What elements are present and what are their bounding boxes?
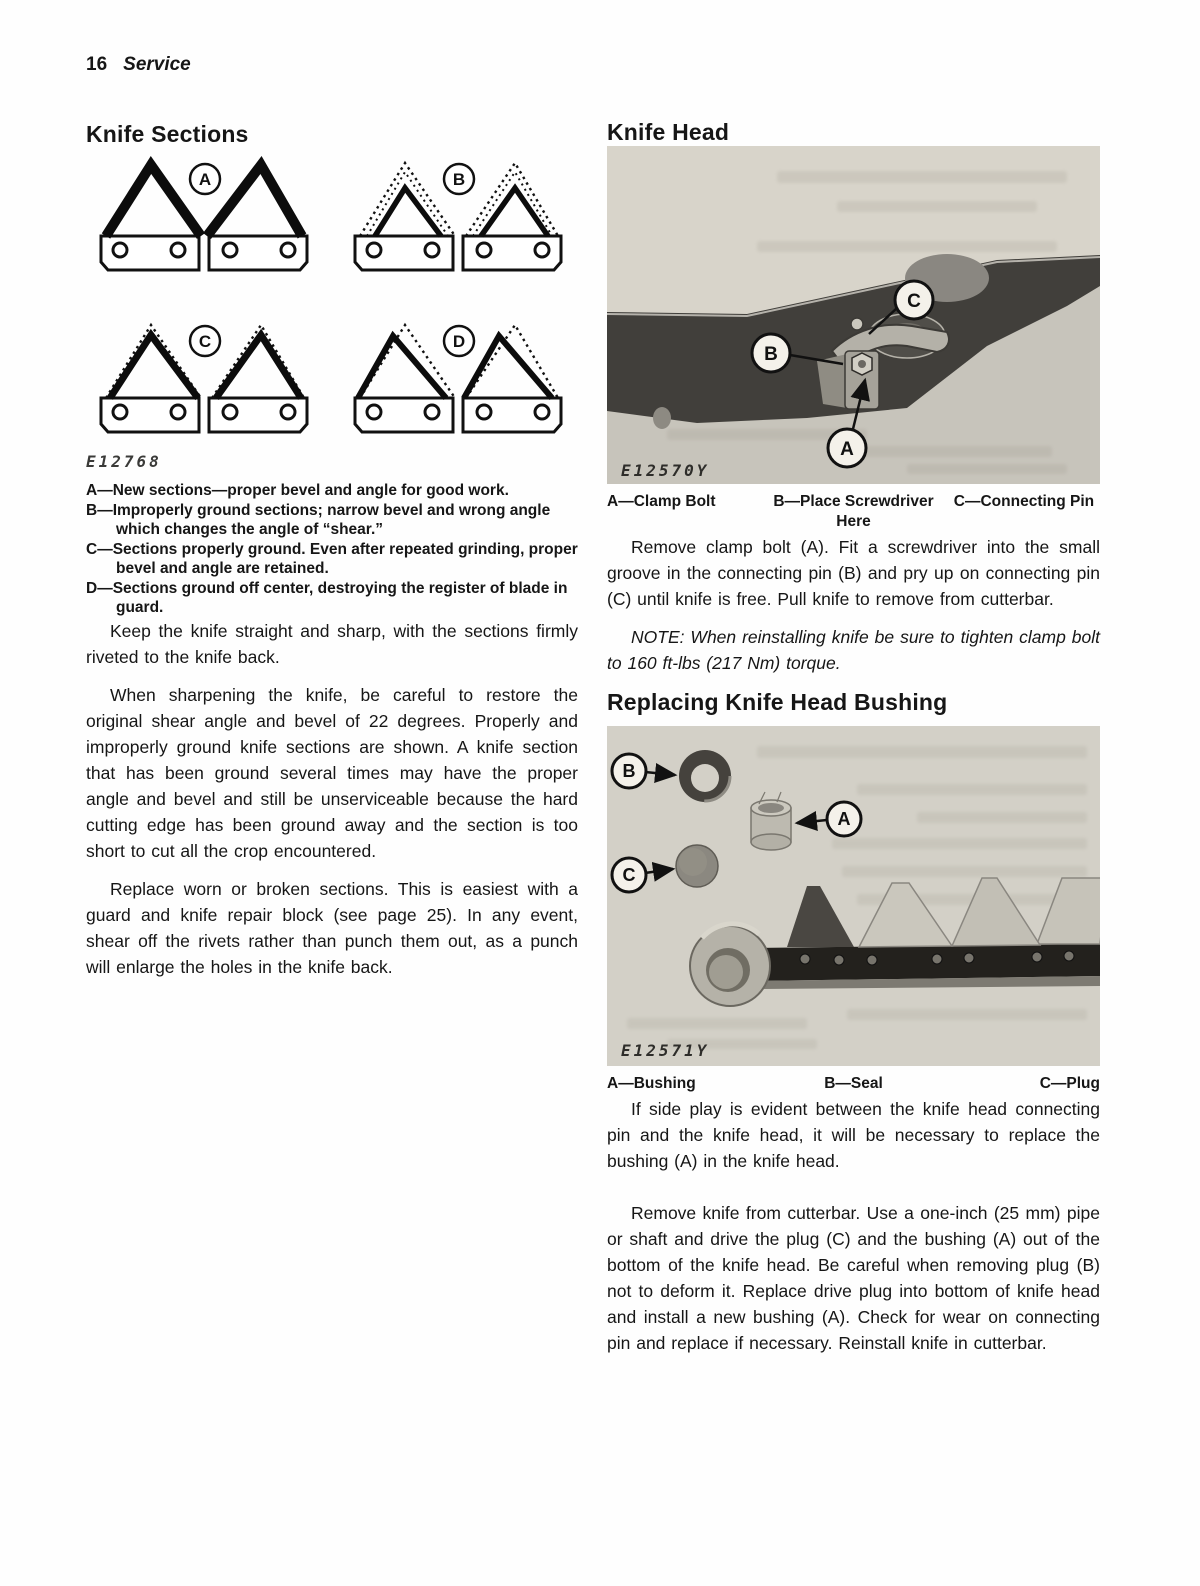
paragraph: Remove clamp bolt (A). Fit a screwdriver into the small groove in the connecting pin (B) and pry up on connecting pin (C) until knife is free. Pull knife to remove from cutterbar. <box>607 537 1100 609</box>
knife-sections-figure <box>86 148 578 471</box>
right-column <box>607 118 1100 1368</box>
section-c-drawing <box>101 325 307 432</box>
bushing-legend <box>607 1074 1100 1094</box>
label-c: C <box>907 291 921 312</box>
knife-sections-diagram <box>86 148 578 448</box>
knife-sections-legend <box>86 481 578 617</box>
bushing-photo <box>607 726 1100 1066</box>
label-b: B <box>622 761 636 781</box>
label-c: C <box>198 332 212 351</box>
page-header <box>86 54 191 76</box>
knife-sections-heading: Knife Sections <box>86 121 249 147</box>
paragraph: When sharpening the knife, be careful to restore the original shear angle and bevel of 22 degrees. Properly and improperly ground knife sections are shown. A knife section that has been ground several times may have the proper angle and bevel and still be unserviceable because the hard cutting edge has been ground away and the section is too short to cut all the crop encountered. <box>86 685 578 861</box>
legend-item-c: C—Sections properly ground. Even after repeated grinding, proper bevel and angle are retained. <box>86 541 578 577</box>
section-d-drawing <box>355 325 561 432</box>
page-section-title: Service <box>123 54 191 75</box>
paragraph: Keep the knife straight and sharp, with the sections firmly riveted to the knife back. <box>86 621 578 667</box>
photo-caption: E12571Y <box>621 1041 710 1060</box>
legend-plug: C—Plug <box>1039 1075 1100 1092</box>
legend-item-d: D—Sections ground off center, destroying the register of blade in guard. <box>86 580 568 616</box>
paragraph: Remove knife from cutterbar. Use a one-inch (25 mm) pipe or shaft and drive the plug (C) and the bushing (A) out of the bottom of the knife head. Be careful when removing plug (B) not to deform it. Replace drive plug into bottom of knife head and install a new bushing (A). Check for wear on connecting pin and replace if necessary. Reinstall knife in cutterbar. <box>607 1203 1100 1353</box>
legend-seal: B—Seal <box>824 1075 883 1092</box>
page-number: 16 <box>86 54 108 75</box>
bushing-heading: Replacing Knife Head Bushing <box>607 689 948 715</box>
legend-connecting-pin: C—Connecting Pin <box>953 493 1095 510</box>
bushing-figure <box>607 726 1100 1066</box>
paragraph: Replace worn or broken sections. This is easiest with a guard and knife repair block (see page 25). In any event, shear off the rivets rather than punch them out, as a punch will enlarge the holes in the knife back. <box>86 879 578 977</box>
knife-head-heading: Knife Head <box>607 119 730 145</box>
label-b: B <box>764 344 778 365</box>
label-d: D <box>452 332 466 351</box>
legend-item-a: A—New sections—proper bevel and angle for good work. <box>86 482 509 499</box>
section-b-drawing <box>355 163 561 270</box>
legend-item-b: B—Improperly ground sections; narrow bevel and wrong angle which changes the angle of “shear.” <box>86 502 551 538</box>
legend-clamp-bolt: A—Clamp Bolt <box>607 493 716 510</box>
knife-head-photo <box>607 146 1100 484</box>
label-c: C <box>622 865 636 885</box>
knife-head-figure <box>607 146 1100 484</box>
photo-caption: E12570Y <box>621 461 710 480</box>
left-column <box>86 120 578 992</box>
label-a: A <box>198 170 212 189</box>
label-a: A <box>840 439 854 460</box>
section-a-drawing <box>101 164 307 270</box>
paragraph: If side play is evident between the knife head connecting pin and the knife head, it will be necessary to replace the bushing (A) in the knife head. <box>607 1099 1100 1171</box>
label-b: B <box>452 170 466 189</box>
label-a: A <box>837 809 851 829</box>
legend-bushing: A—Bushing <box>607 1075 696 1092</box>
figure-caption: E12768 <box>86 452 162 471</box>
knife-head-legend <box>607 492 1100 532</box>
note-paragraph: NOTE: When reinstalling knife be sure to tighten clamp bolt to 160 ft-lbs (217 Nm) torque. <box>607 627 1100 673</box>
legend-screwdriver: B—Place Screwdriver Here <box>773 493 934 530</box>
